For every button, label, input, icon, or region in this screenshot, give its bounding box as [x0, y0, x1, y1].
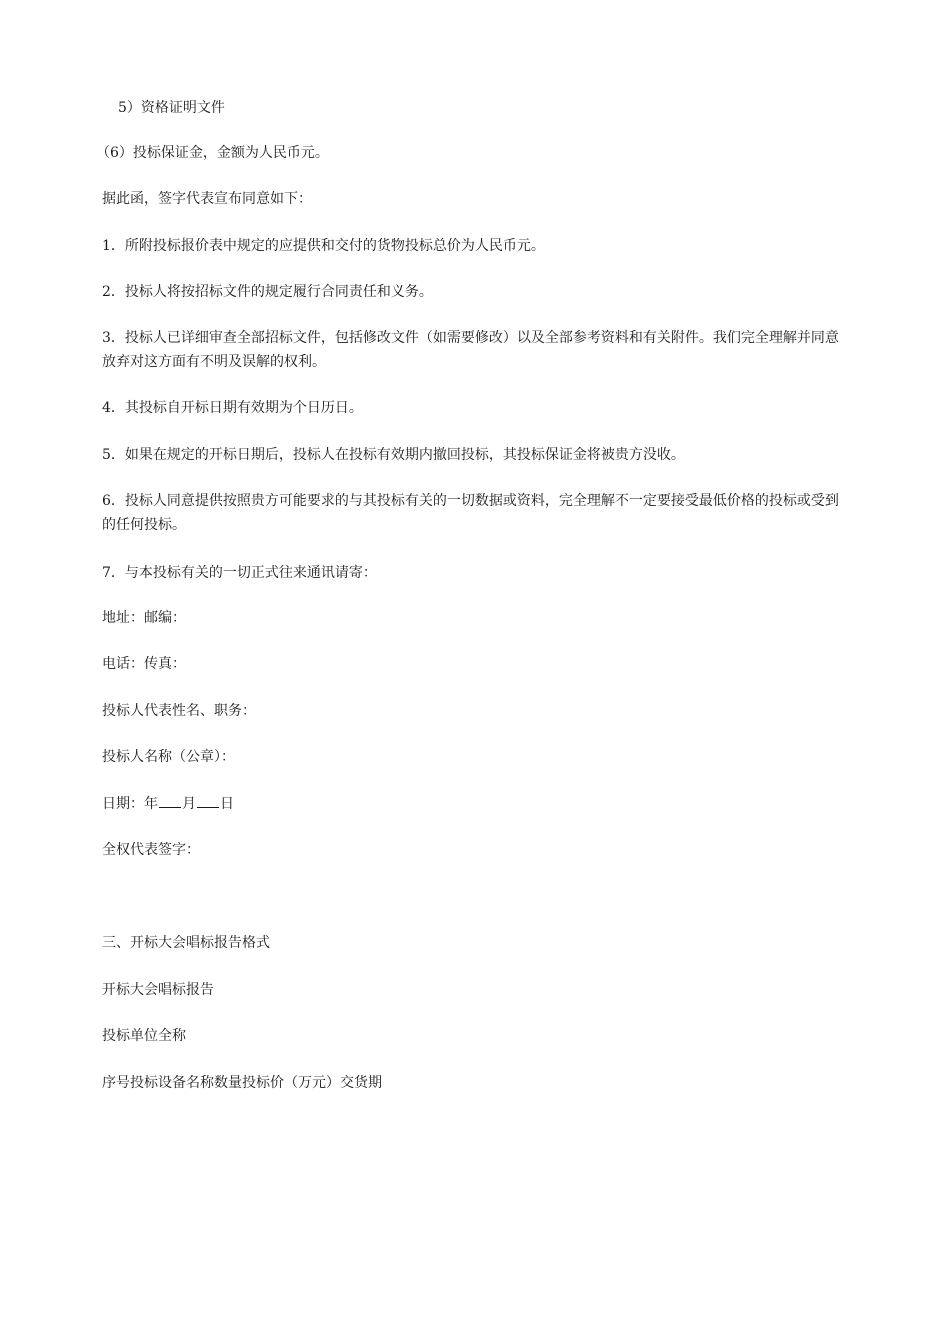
report-title: 开标大会唱标报告 — [102, 982, 214, 998]
item-6-bond: （6）投标保证金，金额为人民币元。 — [96, 145, 329, 161]
clause-5: 5．如果在规定的开标日期后，投标人在投标有效期内撤回投标，其投标保证金将被贵方没收。 — [102, 447, 685, 463]
bidder-full-name: 投标单位全称 — [102, 1028, 186, 1044]
signature-line: 全权代表签字： — [102, 842, 200, 858]
section-three-title: 三、开标大会唱标报告格式 — [102, 935, 270, 951]
clause-3: 3．投标人已详细审查全部招标文件，包括修改文件（如需要修改）以及全部参考资料和有关附件。我们完全理解并同意放弃对这方面有不明及误解的权利。 — [102, 330, 839, 370]
table-header: 序号投标设备名称数量投标价（万元）交货期 — [102, 1075, 382, 1091]
date-label: 日期： — [102, 796, 144, 812]
clause-7: 7．与本投标有关的一切正式往来通讯请寄： — [102, 565, 377, 581]
date-day-blank — [197, 791, 219, 808]
bidder-name-line: 投标人名称（公章）： — [102, 749, 235, 765]
clause-2: 2．投标人将按招标文件的规定履行合同责任和义务。 — [102, 284, 433, 300]
date-year: 年 — [144, 796, 158, 812]
phone-line: 电话：传真： — [102, 656, 186, 672]
date-line — [102, 791, 852, 816]
item-5-qualification: 5）资格证明文件 — [118, 100, 225, 116]
declaration-intro: 据此函，签字代表宣布同意如下： — [102, 191, 312, 207]
clause-4: 4．其投标自开标日期有效期为个日历日。 — [102, 400, 363, 416]
date-day: 日 — [220, 796, 234, 812]
clause-1: 1．所附投标报价表中规定的应提供和交付的货物投标总价为人民币元。 — [102, 238, 545, 254]
rep-name-line: 投标人代表性名、职务： — [102, 703, 256, 719]
date-month-blank — [159, 791, 181, 808]
clause-6: 6．投标人同意提供按照贵方可能要求的与其投标有关的一切数据或资料，完全理解不一定要接受最低价格的投标或受到的任何投标。 — [102, 493, 839, 533]
date-month: 月 — [182, 796, 196, 812]
address-line: 地址：邮编： — [102, 610, 186, 626]
